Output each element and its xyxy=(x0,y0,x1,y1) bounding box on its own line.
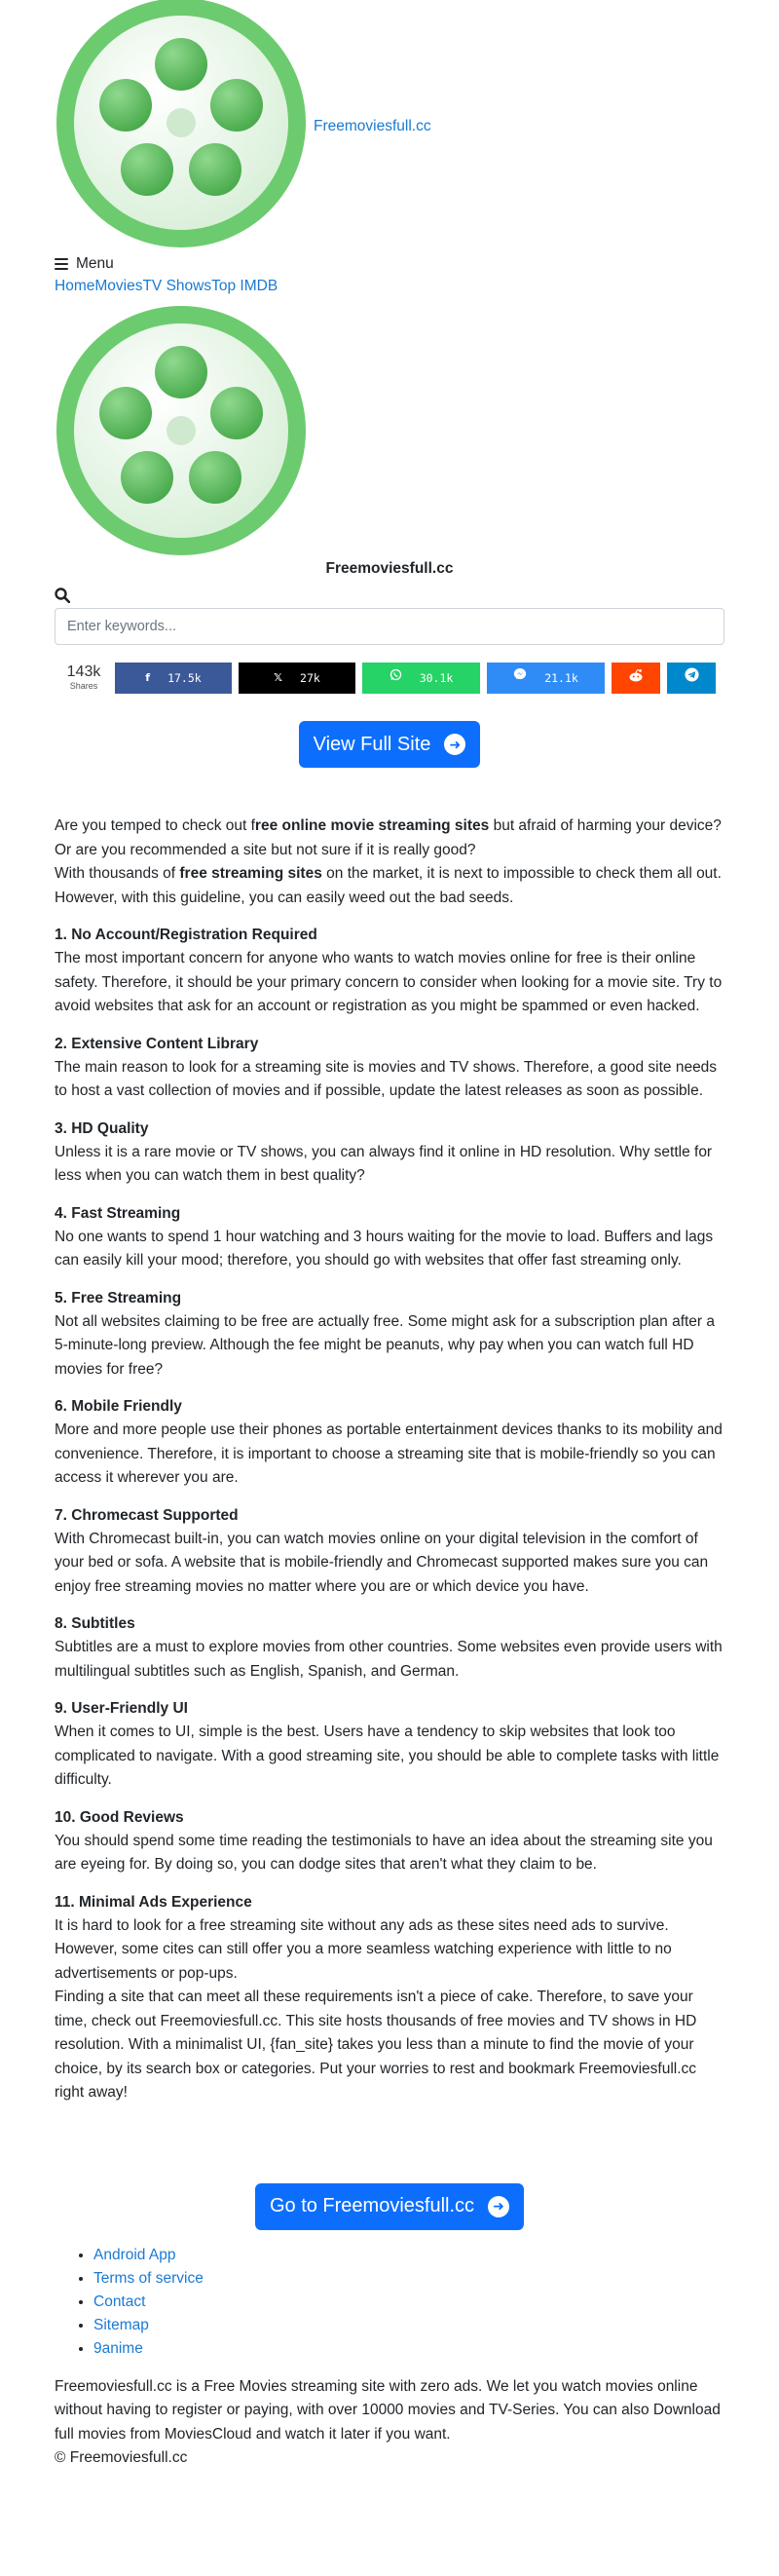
nav-tv-shows[interactable]: TV Shows xyxy=(142,277,212,294)
reddit-icon xyxy=(628,666,644,691)
messenger-icon xyxy=(513,666,527,691)
section-heading: 8. Subtitles xyxy=(55,1615,135,1632)
footer-about-text: Freemoviesfull.cc is a Free Movies streaming site with zero ads. We let you watch movies online without having to register or paying, with over 10000 movies and TV-Series. You can also Download full movies from MoviesCloud and watch it later if you want. xyxy=(55,2377,721,2443)
film-reel-icon xyxy=(55,0,308,249)
site-logo[interactable] xyxy=(55,0,308,257)
section-heading: 6. Mobile Friendly xyxy=(55,1398,182,1415)
section-subtitles xyxy=(55,1612,724,1684)
section-hd-quality xyxy=(55,1118,724,1189)
section-text: The main reason to look for a streaming site is movies and TV shows. Therefore, a good site needs to host a vast collection of movies and if possible, update the latest releases as soon as possible. xyxy=(55,1058,718,1099)
site-name-link[interactable]: Freemoviesfull.cc xyxy=(314,117,431,134)
footer-link-android-app[interactable]: • Android App xyxy=(93,2244,724,2267)
share-whatsapp-button[interactable] xyxy=(362,663,480,694)
section-chromecast xyxy=(55,1504,724,1600)
footer-copyright: © Freemoviesfull.cc xyxy=(55,2449,188,2466)
section-text: Not all websites claiming to be free are actually free. Some might ask for a subscription plan after a 5-minute-long preview. Although the fee might be peanuts, why pay when you can watch full HD movies for free? xyxy=(55,1312,716,1378)
share-total-label: Shares xyxy=(69,681,98,691)
site-header-brand[interactable] xyxy=(55,0,724,253)
section-heading: 1. No Account/Registration Required xyxy=(55,927,317,943)
x-icon: 𝕏 xyxy=(274,670,283,684)
closing-paragraph: Finding a site that can meet all these requirements isn't a piece of cake. Therefore, to save your time, check out Freemoviesfull.cc. This site hosts thousands of free movies and TV shows in HD resolution. With a minimalist UI, {fan_site} takes you less than a minute to find the movie of your choice, by its search box or categories. Put your worries to rest and bookmark Freemoviesfull.cc right away! xyxy=(55,1989,697,2101)
share-x-count: 27k xyxy=(300,670,320,685)
free-movie-sites-link[interactable]: ree online movie streaming sites xyxy=(254,817,490,834)
section-text: Unless it is a rare movie or TV shows, you can always find it online in HD resolution. Why settle for less when you can watch them in best quality? xyxy=(55,1143,713,1184)
share-bar xyxy=(55,663,724,694)
share-messenger-button[interactable] xyxy=(487,663,605,694)
share-reddit-button[interactable] xyxy=(612,663,660,694)
arrow-right-circle-icon: ➜ xyxy=(488,2196,509,2217)
facebook-icon: f xyxy=(145,670,151,684)
section-text: It is hard to look for a free streaming site without any ads as these sites need ads to survive. However, some cites can still offer you a more seamless watching experience with little to no advertisements or pop-ups. xyxy=(55,1916,672,1982)
go-to-site-label: Go to Freemoviesfull.cc xyxy=(269,2195,475,2217)
view-full-site-label: View Full Site xyxy=(313,733,431,755)
section-text: When it comes to UI, simple is the best. Users have a tendency to skip websites that look too complicated to navigate. With a good streaming site, you should be able to complete tasks with little difficulty. xyxy=(55,1724,720,1788)
section-heading: 10. Good Reviews xyxy=(55,1808,184,1826)
section-free-streaming xyxy=(55,1287,724,1383)
section-good-reviews xyxy=(55,1806,724,1877)
nav-top-imdb[interactable]: Top IMDB xyxy=(211,277,278,294)
section-text: Subtitles are a must to explore movies from other countries. Some websites even provide users with multilingual subtitles such as English, Spanish, and German. xyxy=(55,1639,723,1680)
section-heading: 3. HD Quality xyxy=(55,1119,149,1137)
section-no-account xyxy=(55,924,724,1019)
section-user-friendly-ui xyxy=(55,1697,724,1793)
share-facebook-button[interactable] xyxy=(115,663,232,694)
search-input[interactable] xyxy=(55,608,724,645)
section-heading: 2. Extensive Content Library xyxy=(55,1035,259,1052)
hamburger-icon xyxy=(55,255,68,273)
nav-home[interactable]: Home xyxy=(55,277,95,294)
section-content-library xyxy=(55,1033,724,1104)
section-heading: 11. Minimal Ads Experience xyxy=(55,1893,252,1911)
section-text: With Chromecast built-in, you can watch movies online on your digital television in the comfort of your bed or sofa. A website that is mobile-friendly and Chromecast supported makes sure you can enjoy free streaming movies no matter where you are or which device you have. xyxy=(55,1530,709,1595)
search-icon xyxy=(55,587,70,603)
telegram-icon xyxy=(685,666,699,691)
share-facebook-count: 17.5k xyxy=(167,670,202,685)
footer-link-contact[interactable]: • Contact xyxy=(93,2291,724,2314)
footer-link-sitemap[interactable]: • Sitemap xyxy=(93,2314,724,2337)
intro-paragraph-1: Are you temped to check out free online movie streaming sites but afraid of harming your device? Or are you recommended a site but not sure if it is really good? xyxy=(55,817,722,858)
share-total-count: 143k xyxy=(66,663,101,680)
section-heading: 9. User-Friendly UI xyxy=(55,1700,188,1717)
article-body xyxy=(55,814,724,2105)
footer-link-terms[interactable]: • Terms of service xyxy=(93,2267,724,2291)
go-to-site-button[interactable] xyxy=(255,2183,524,2230)
section-heading: 7. Chromecast Supported xyxy=(55,1506,239,1524)
nav-movies[interactable]: Movies xyxy=(94,277,143,294)
section-minimal-ads xyxy=(55,1891,724,1987)
menu-label: Menu xyxy=(76,254,114,272)
share-telegram-button[interactable] xyxy=(667,663,716,694)
main-nav xyxy=(55,275,724,298)
hero-logo xyxy=(55,304,724,557)
share-whatsapp-count: 30.1k xyxy=(419,670,454,685)
footer-link-9anime[interactable]: • 9anime xyxy=(93,2337,724,2361)
share-x-button[interactable] xyxy=(239,663,355,694)
section-heading: 4. Fast Streaming xyxy=(55,1204,181,1222)
section-text: More and more people use their phones as portable entertainment devices thanks to its mobility and convenience. Therefore, it is important to choose a streaming site that is mobile-friendly so you can access it wherever you are. xyxy=(55,1421,723,1486)
section-fast-streaming xyxy=(55,1202,724,1273)
share-messenger-count: 21.1k xyxy=(544,670,578,685)
section-heading: 5. Free Streaming xyxy=(55,1289,182,1307)
search-toggle[interactable] xyxy=(55,585,724,606)
hero-title: Freemoviesfull.cc xyxy=(325,560,454,577)
footer-links xyxy=(55,2244,724,2361)
section-text: No one wants to spend 1 hour watching and 3 hours waiting for the movie to load. Buffers and lags can easily kill your mood; therefore, you should go with websites that offer fast streaming only. xyxy=(55,1228,714,1269)
whatsapp-icon xyxy=(390,666,402,691)
section-mobile-friendly xyxy=(55,1395,724,1491)
arrow-right-circle-icon: ➜ xyxy=(444,734,465,755)
intro-paragraph-2: With thousands of free streaming sites on the market, it is next to impossible to check them all out. However, with this guideline, you can easily weed out the bad seeds. xyxy=(55,865,722,906)
section-text: You should spend some time reading the testimonials to have an idea about the streaming site you are eyeing for. By doing so, you can dodge sites that aren't what they claim to be. xyxy=(55,1832,713,1873)
view-full-site-button[interactable] xyxy=(299,721,480,768)
section-text: The most important concern for anyone who wants to watch movies online for free is their online safety. Therefore, it should be your primary concern to consider when looking for a movie site. Try to avoid websites that ask for an account or registration as you might be spammed or even hacked. xyxy=(55,950,723,1014)
film-reel-icon xyxy=(55,304,308,557)
share-total xyxy=(55,663,113,693)
